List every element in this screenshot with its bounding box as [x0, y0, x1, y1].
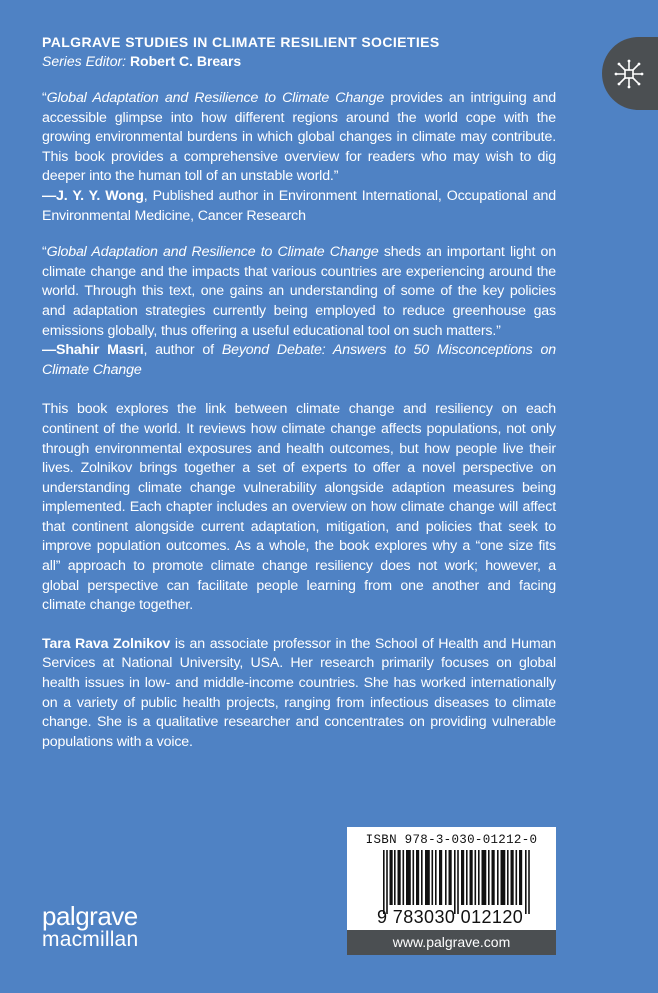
barcode-icon: [383, 850, 533, 914]
quoted-book-title: Global Adaptation and Resilience to Climate Change: [46, 90, 385, 106]
barcode-panel: [347, 827, 556, 930]
quote-dash: —: [42, 342, 57, 359]
isbn-label: ISBN 978-3-030-01212-0: [365, 833, 538, 847]
endorsement-quote-2: [42, 243, 556, 380]
quote-dash: —: [42, 187, 57, 204]
back-cover-text: [42, 34, 556, 752]
book-description: This book explores the link between climate change and resiliency on each continent of the world. It reviews how climate change affects populations, not only through environmental exposures and health outcomes, but how people live their lives. Zolnikov brings together a set of experts to offer a novel perspective on understanding climate change vulnerability alongside adaption measures being implemented. Each chapter includes an overview on how climate change will affect that continent alongside current adaptation, mitigation, and policies that seek to improve population outcomes. As a whole, the book explores why a “one size fits all” approach to promote climate change resiliency does not work; however, a global perspective can facilitate people learning from one another and facing climate change together.: [42, 401, 556, 614]
series-editor-name: Robert C. Brears: [129, 53, 242, 69]
quote-affiliation: , author of: [143, 342, 222, 359]
quote-affiliation: , Published author in Environment International, Occupational and Environmental Medicine, Cancer Research: [42, 187, 556, 224]
author-bio-text: is an associate professor in the School of Health and Human Services at National University, USA. Her research primarily focuses on global health issues in low- and middle-income countries. She has worked internationally on a variety of public health projects, ranging from infectious diseases to climate change. She is a qualitative researcher and concentrates on providing vulnerable populations with a voice.: [42, 635, 556, 750]
quote-text: sheds an important light on climate change and the impacts that various countries are experiencing around the world. Through this text, one gains an understanding of some of the key policies and adaptation strategies currently being employed to reduce greenhouse gas emissions globally, thus offering a useful educational tool on such matters.”: [42, 244, 556, 339]
quote-open: “: [42, 244, 47, 261]
endorsement-quote-1: [42, 89, 556, 226]
author-name: Tara Rava Zolnikov: [42, 635, 171, 652]
palgrave-spark-icon: [614, 59, 644, 89]
series-title: PALGRAVE STUDIES IN CLIMATE RESILIENT SOCIETIES: [42, 34, 440, 50]
publisher-tab: [602, 37, 658, 110]
publisher-url[interactable]: www.palgrave.com: [347, 930, 556, 955]
quote-text: provides an intriguing and accessible glimpse into how different regions around the world cope with the growing environmental burdens in which global changes in climate may contribute. This book provides a comprehensive overview for readers who may wish to dig deeper into the human toll of an unstable world.”: [42, 90, 556, 185]
quote-author-book: Beyond Debate: Answers to 50 Misconceptions on Climate Change: [42, 342, 556, 378]
isbn-barcode-block: [347, 827, 556, 955]
barcode-digits: 9 783030 012120: [377, 907, 524, 927]
quote-author: Shahir Masri: [56, 342, 144, 359]
author-bio: [42, 635, 556, 753]
quoted-book-title: Global Adaptation and Resilience to Climate Change: [46, 244, 379, 261]
publisher-logo: [42, 901, 139, 951]
logo-line-palgrave: palgrave: [42, 901, 138, 931]
logo-line-macmillan: macmillan: [42, 928, 139, 951]
quote-open: “: [42, 90, 47, 106]
series-editor-label: Series Editor:: [42, 53, 127, 69]
quote-author: J. Y. Y. Wong: [56, 187, 144, 204]
series-editor: [42, 51, 556, 71]
